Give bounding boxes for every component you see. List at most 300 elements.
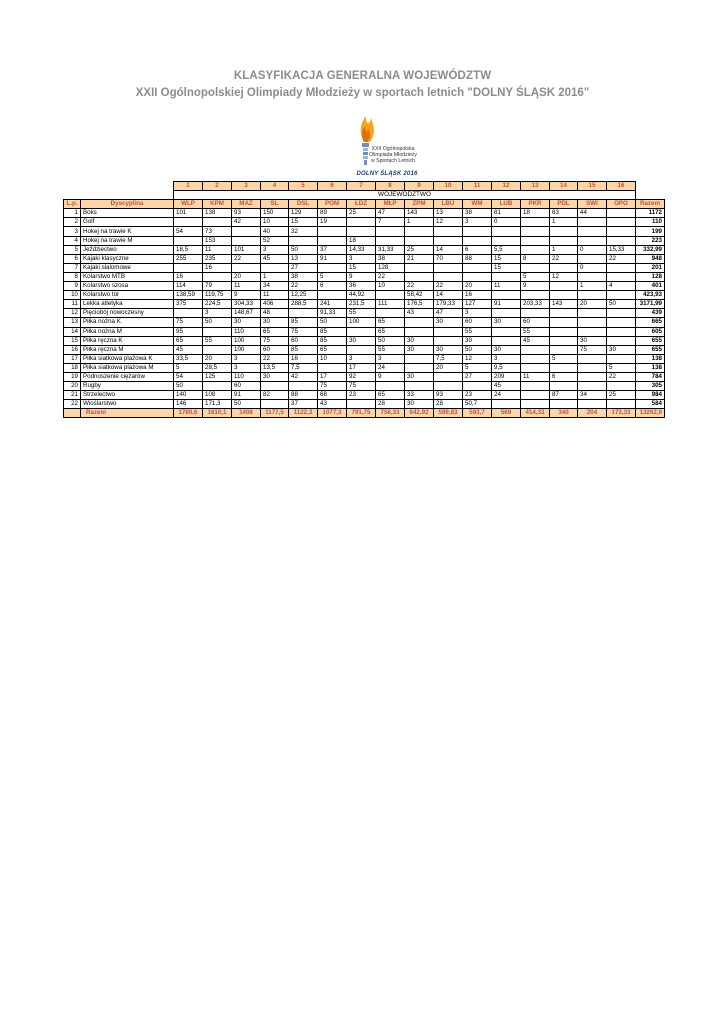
- score-cell: 75: [347, 382, 376, 391]
- discipline-name: Hokej na trawie K: [81, 227, 174, 236]
- score-cell: [521, 391, 550, 400]
- score-cell: 11: [261, 291, 289, 300]
- score-cell: 20: [203, 354, 232, 363]
- score-cell: 92: [347, 372, 376, 381]
- score-cell: 22: [405, 282, 434, 291]
- score-cell: 30: [405, 336, 434, 345]
- table-row: [64, 218, 665, 227]
- score-cell: 1: [578, 282, 607, 291]
- score-cell: [203, 272, 232, 281]
- total-cell: 173,33: [607, 409, 636, 418]
- row-number: 17: [64, 354, 81, 363]
- score-cell: [607, 218, 636, 227]
- row-sum: 201: [636, 263, 665, 272]
- score-cell: 43: [318, 400, 347, 409]
- discipline-name: Lekka atletyka: [81, 300, 174, 309]
- score-cell: [347, 327, 376, 336]
- row-number: 3: [64, 227, 81, 236]
- score-cell: 20: [463, 282, 492, 291]
- column-number: 7: [347, 182, 376, 191]
- score-cell: [405, 263, 434, 272]
- score-cell: 42: [289, 372, 318, 381]
- table-row: [64, 209, 665, 218]
- row-number: 1: [64, 209, 81, 218]
- row-sum: 1172: [636, 209, 665, 218]
- score-cell: 55: [463, 327, 492, 336]
- score-cell: 24: [376, 363, 405, 372]
- score-cell: [376, 291, 405, 300]
- score-cell: [376, 236, 405, 245]
- score-cell: [578, 291, 607, 300]
- row-number: 4: [64, 236, 81, 245]
- score-cell: [578, 218, 607, 227]
- score-cell: [405, 318, 434, 327]
- score-cell: 11: [203, 245, 232, 254]
- score-cell: [521, 400, 550, 409]
- row-sum: 423,93: [636, 291, 665, 300]
- header-sum: Razem: [636, 200, 665, 209]
- score-cell: [318, 236, 347, 245]
- group-label-row: [64, 191, 665, 200]
- row-number: 13: [64, 318, 81, 327]
- score-cell: 375: [174, 300, 203, 309]
- score-cell: 60: [521, 318, 550, 327]
- score-cell: 128: [376, 263, 405, 272]
- row-sum: 305: [636, 382, 665, 391]
- score-cell: [550, 336, 578, 345]
- score-cell: [578, 227, 607, 236]
- table-row: [64, 382, 665, 391]
- score-cell: 9: [232, 291, 261, 300]
- score-cell: 231,5: [347, 300, 376, 309]
- score-cell: 21: [405, 254, 434, 263]
- score-cell: 18: [521, 209, 550, 218]
- score-cell: 87: [550, 391, 578, 400]
- score-cell: 60: [463, 318, 492, 327]
- header-region: WLP: [174, 200, 203, 209]
- score-cell: [463, 272, 492, 281]
- classification-table: [63, 181, 665, 418]
- column-number: 10: [434, 182, 463, 191]
- row-sum: 110: [636, 218, 665, 227]
- score-cell: [434, 236, 463, 245]
- row-number: 22: [64, 400, 81, 409]
- row-number: 10: [64, 291, 81, 300]
- score-cell: 30: [405, 400, 434, 409]
- score-cell: [607, 291, 636, 300]
- score-cell: [521, 245, 550, 254]
- row-sum: 605: [636, 327, 665, 336]
- score-cell: [521, 291, 550, 300]
- score-cell: 30: [232, 318, 261, 327]
- score-cell: 40: [261, 227, 289, 236]
- score-cell: 10: [261, 218, 289, 227]
- score-cell: 100: [232, 345, 261, 354]
- score-cell: 146: [174, 400, 203, 409]
- grand-total: 13262,9: [636, 409, 665, 418]
- discipline-name: Wioślarstwo: [81, 400, 174, 409]
- score-cell: 7,5: [289, 363, 318, 372]
- score-cell: 15: [492, 254, 521, 263]
- header-region: DŚL: [289, 200, 318, 209]
- score-cell: 5: [318, 272, 347, 281]
- score-cell: 0: [578, 263, 607, 272]
- header-region: ŁDZ: [347, 200, 376, 209]
- score-cell: [492, 272, 521, 281]
- column-number: 8: [376, 182, 405, 191]
- discipline-name: Strzelectwo: [81, 391, 174, 400]
- score-cell: 17: [318, 372, 347, 381]
- row-sum: 3171,99: [636, 300, 665, 309]
- score-cell: 5: [607, 363, 636, 372]
- table-row: [64, 282, 665, 291]
- score-cell: [521, 354, 550, 363]
- score-cell: [607, 354, 636, 363]
- score-cell: 20: [232, 272, 261, 281]
- table-row: [64, 336, 665, 345]
- score-cell: [174, 309, 203, 318]
- score-cell: 75: [318, 382, 347, 391]
- row-number: 7: [64, 263, 81, 272]
- score-cell: 11: [492, 282, 521, 291]
- score-cell: [289, 382, 318, 391]
- header-lp: L.p.: [64, 200, 81, 209]
- column-number: 4: [261, 182, 289, 191]
- row-number: 15: [64, 336, 81, 345]
- score-cell: 255: [174, 254, 203, 263]
- score-cell: 3: [232, 354, 261, 363]
- score-cell: 288,5: [289, 300, 318, 309]
- score-cell: [318, 227, 347, 236]
- score-cell: [578, 363, 607, 372]
- score-cell: 75: [174, 318, 203, 327]
- blank-cell: [64, 191, 174, 200]
- score-cell: 171,3: [203, 400, 232, 409]
- row-sum: 138: [636, 363, 665, 372]
- row-sum: 223: [636, 236, 665, 245]
- score-cell: 30: [578, 336, 607, 345]
- olympiad-logo: [344, 108, 426, 180]
- score-cell: 3: [347, 254, 376, 263]
- score-cell: 11: [521, 372, 550, 381]
- table-row: [64, 254, 665, 263]
- score-cell: 63: [550, 209, 578, 218]
- column-number: 14: [550, 182, 578, 191]
- discipline-name: Kolarstwo tor: [81, 291, 174, 300]
- score-cell: [174, 263, 203, 272]
- score-cell: 30: [434, 345, 463, 354]
- row-sum: 655: [636, 336, 665, 345]
- header-region: MŁP: [376, 200, 405, 209]
- total-cell: 599,83: [434, 409, 463, 418]
- score-cell: 22: [376, 272, 405, 281]
- score-cell: 100: [232, 336, 261, 345]
- header-region: LBU: [434, 200, 463, 209]
- score-cell: [578, 272, 607, 281]
- table-row: [64, 272, 665, 281]
- score-cell: 27: [289, 263, 318, 272]
- score-cell: [434, 227, 463, 236]
- header-region: LUB: [492, 200, 521, 209]
- total-cell: 791,75: [347, 409, 376, 418]
- score-cell: [550, 345, 578, 354]
- score-cell: 24: [492, 391, 521, 400]
- score-cell: 0: [492, 218, 521, 227]
- score-cell: 111: [376, 300, 405, 309]
- score-cell: [174, 218, 203, 227]
- score-cell: 91: [232, 391, 261, 400]
- column-number: 1: [174, 182, 203, 191]
- total-cell: 1408: [232, 409, 261, 418]
- score-cell: 108: [203, 391, 232, 400]
- row-sum: 439: [636, 309, 665, 318]
- score-cell: 30: [405, 345, 434, 354]
- score-cell: 60: [289, 336, 318, 345]
- score-cell: 50: [203, 318, 232, 327]
- discipline-name: Kajaki klasyczne: [81, 254, 174, 263]
- row-sum: 655: [636, 345, 665, 354]
- discipline-name: Pięciobój nowoczesny: [81, 309, 174, 318]
- score-cell: 30: [261, 372, 289, 381]
- score-cell: 1: [405, 218, 434, 227]
- score-cell: [203, 218, 232, 227]
- score-cell: 1: [550, 245, 578, 254]
- score-cell: [550, 318, 578, 327]
- column-number-row: [64, 182, 665, 191]
- score-cell: 150: [261, 209, 289, 218]
- score-cell: 22: [607, 372, 636, 381]
- score-cell: 110: [232, 372, 261, 381]
- header-region: ŚWI: [578, 200, 607, 209]
- score-cell: [376, 309, 405, 318]
- score-cell: [492, 400, 521, 409]
- discipline-name: Piłka nożna M: [81, 327, 174, 336]
- score-cell: 153: [203, 236, 232, 245]
- logo-brand: DOLNY ŚLĄSK 2016: [356, 171, 418, 177]
- score-cell: 30: [492, 345, 521, 354]
- score-cell: [434, 372, 463, 381]
- column-number: 12: [492, 182, 521, 191]
- score-cell: 8: [521, 254, 550, 263]
- discipline-name: Rugby: [81, 382, 174, 391]
- total-cell: 569: [492, 409, 521, 418]
- score-cell: 28: [434, 400, 463, 409]
- score-cell: 30: [347, 336, 376, 345]
- header-row: [64, 200, 665, 209]
- score-cell: 12: [550, 272, 578, 281]
- table-row: [64, 400, 665, 409]
- score-cell: 31,33: [376, 245, 405, 254]
- score-cell: 70: [434, 254, 463, 263]
- score-cell: [376, 227, 405, 236]
- score-cell: 30: [463, 336, 492, 345]
- header-region: POM: [318, 200, 347, 209]
- score-cell: [174, 236, 203, 245]
- column-number: 13: [521, 182, 550, 191]
- total-cell: 414,33: [521, 409, 550, 418]
- total-cell: 204: [578, 409, 607, 418]
- column-number: 11: [463, 182, 492, 191]
- column-number: 5: [289, 182, 318, 191]
- score-cell: 10: [376, 282, 405, 291]
- score-cell: [578, 309, 607, 318]
- score-cell: 33: [405, 391, 434, 400]
- score-cell: 6: [463, 245, 492, 254]
- score-cell: 5,5: [492, 245, 521, 254]
- score-cell: [607, 327, 636, 336]
- totals-label: Razem: [81, 409, 174, 418]
- score-cell: 12: [463, 354, 492, 363]
- table-row: [64, 227, 665, 236]
- score-cell: 138,59: [174, 291, 203, 300]
- score-cell: 36: [347, 282, 376, 291]
- score-cell: 3: [463, 309, 492, 318]
- column-number: 9: [405, 182, 434, 191]
- totals-row: [64, 409, 665, 418]
- score-cell: 91: [318, 254, 347, 263]
- score-cell: 30: [492, 318, 521, 327]
- score-cell: 4: [607, 282, 636, 291]
- score-cell: 47: [434, 309, 463, 318]
- score-cell: 224,5: [203, 300, 232, 309]
- score-cell: [550, 236, 578, 245]
- score-cell: 3: [376, 354, 405, 363]
- row-number: 6: [64, 254, 81, 263]
- score-cell: [347, 227, 376, 236]
- table-row: [64, 291, 665, 300]
- score-cell: [578, 318, 607, 327]
- score-cell: [261, 382, 289, 391]
- score-cell: 45: [521, 336, 550, 345]
- score-cell: 65: [318, 345, 347, 354]
- score-cell: 27: [463, 372, 492, 381]
- table-row: [64, 354, 665, 363]
- score-cell: 50: [318, 318, 347, 327]
- row-sum: 665: [636, 318, 665, 327]
- discipline-name: Piłka siatkowa plażowa M: [81, 363, 174, 372]
- score-cell: 11: [232, 282, 261, 291]
- total-cell: 1177,5: [261, 409, 289, 418]
- score-cell: 3: [232, 363, 261, 372]
- blank-cell: [64, 182, 174, 191]
- score-cell: [203, 327, 232, 336]
- score-cell: [492, 236, 521, 245]
- score-cell: 143: [405, 209, 434, 218]
- score-cell: 114: [174, 282, 203, 291]
- score-cell: 129: [289, 209, 318, 218]
- score-cell: 3: [347, 354, 376, 363]
- score-cell: 22: [261, 354, 289, 363]
- row-number: 8: [64, 272, 81, 281]
- score-cell: 54: [174, 372, 203, 381]
- discipline-name: Piłka ręczna M: [81, 345, 174, 354]
- score-cell: 15: [492, 263, 521, 272]
- total-cell: 1122,3: [289, 409, 318, 418]
- score-cell: [607, 272, 636, 281]
- score-cell: 7,5: [434, 354, 463, 363]
- score-cell: 50: [232, 400, 261, 409]
- score-cell: 13: [289, 254, 318, 263]
- score-cell: 12: [434, 218, 463, 227]
- score-cell: 14: [434, 245, 463, 254]
- column-number: 3: [232, 182, 261, 191]
- score-cell: 9: [376, 372, 405, 381]
- score-cell: 91: [492, 300, 521, 309]
- score-cell: [434, 336, 463, 345]
- discipline-name: Piłka nożna K: [81, 318, 174, 327]
- score-cell: 1: [550, 218, 578, 227]
- score-cell: [347, 218, 376, 227]
- score-cell: [492, 227, 521, 236]
- score-cell: 50: [174, 382, 203, 391]
- torch-flame-icon: [344, 108, 426, 180]
- score-cell: 55: [203, 336, 232, 345]
- score-cell: 30: [261, 318, 289, 327]
- score-cell: [434, 327, 463, 336]
- score-cell: 119,75: [203, 291, 232, 300]
- table-row: [64, 327, 665, 336]
- score-cell: [521, 218, 550, 227]
- row-sum: 584: [636, 400, 665, 409]
- score-cell: [261, 400, 289, 409]
- score-cell: [405, 272, 434, 281]
- score-cell: [550, 227, 578, 236]
- score-cell: [405, 382, 434, 391]
- total-cell: 593,7: [463, 409, 492, 418]
- score-cell: [434, 272, 463, 281]
- score-cell: 38: [289, 272, 318, 281]
- score-cell: 37: [318, 245, 347, 254]
- page-title: KLASYFIKACJA GENERALNA WOJEWÓDZTW: [233, 70, 492, 82]
- score-cell: 22: [289, 282, 318, 291]
- row-number: 18: [64, 363, 81, 372]
- score-cell: [521, 227, 550, 236]
- discipline-name: Hokej na trawie M: [81, 236, 174, 245]
- score-cell: 55: [347, 309, 376, 318]
- score-cell: 5: [174, 363, 203, 372]
- score-cell: 140: [174, 391, 203, 400]
- discipline-name: Piłka siatkowa plażowa K: [81, 354, 174, 363]
- score-cell: 48: [261, 309, 289, 318]
- score-cell: [405, 236, 434, 245]
- score-cell: [232, 263, 261, 272]
- score-cell: [550, 327, 578, 336]
- row-number: 16: [64, 345, 81, 354]
- score-cell: [550, 263, 578, 272]
- score-cell: 9,5: [492, 363, 521, 372]
- score-cell: 1: [261, 272, 289, 281]
- score-cell: [521, 345, 550, 354]
- score-cell: 75: [289, 327, 318, 336]
- score-cell: [405, 227, 434, 236]
- score-cell: 65: [261, 327, 289, 336]
- score-cell: 45: [261, 254, 289, 263]
- score-cell: 32: [289, 227, 318, 236]
- score-cell: 38: [376, 254, 405, 263]
- score-cell: 93: [434, 391, 463, 400]
- row-number: 19: [64, 372, 81, 381]
- score-cell: 88: [289, 391, 318, 400]
- total-cell: 1780,6: [174, 409, 203, 418]
- score-cell: 44,92: [347, 291, 376, 300]
- total-cell: 758,33: [376, 409, 405, 418]
- row-sum: 784: [636, 372, 665, 381]
- score-cell: [203, 382, 232, 391]
- score-cell: 15,33: [607, 245, 636, 254]
- score-cell: [607, 400, 636, 409]
- score-cell: 235: [203, 254, 232, 263]
- score-cell: 23: [463, 391, 492, 400]
